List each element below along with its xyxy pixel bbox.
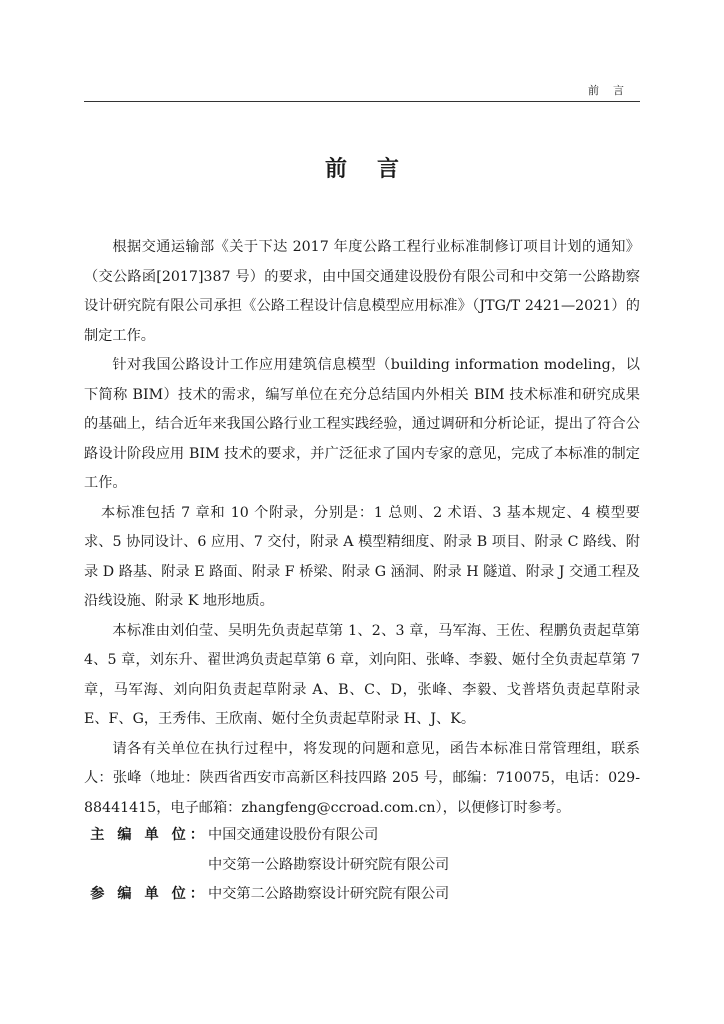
running-header: 前言 [588,84,638,97]
chief-editor-row [84,851,640,881]
paragraph-structure: 本标准包括 7 章和 10 个附录，分别是：1 总则、2 术语、3 基本规定、4 模型要求、5 协同设计、6 应用、7 交付，附录 A 模型精细度、附录 B 项目、附录 C 路线、附录 D 路基、附录 E 路面、附录 F 桥梁、附录 G 涵洞、附录 H 隧道、附录 J 交通工程及沿线设施、附录 K 地形地质。 [84,504,640,609]
chief-editor-unit: 中国交通建设股份有限公司 [208,827,379,843]
paragraph-background: 根据交通运输部《关于下达 2017 年度公路工程行业标准制修订项目计划的通知》（交公路函[2017]387 号）的要求，由中国交通建设股份有限公司和中交第一公路勘察设计研究院有限公司承担《公路工程设计信息模型应用标准》（JTG/T 2421—2021）的制定工作。 [84,239,640,344]
editor-units [84,821,640,910]
chief-editor-row [84,821,640,851]
co-editor-unit: 中交第二公路勘察设计研究院有限公司 [208,886,450,902]
body-text [84,233,640,823]
paragraph-purpose: 针对我国公路设计工作应用建筑信息模型（building information modeling，以下简称 BIM）技术的需求，编写单位在充分总结国内外相关 BIM 技术标准和研究成果的基础上，结合近年来我国公路行业工程实践经验，通过调研和分析论证，提出了符合公路设计阶段应用 BIM 技术的要求，并广泛征求了国内专家的意见，完成了本标准的制定工作。 [84,357,640,491]
paragraph-drafters: 本标准由刘伯莹、吴明先负责起草第 1、2、3 章，马军海、王佐、程鹏负责起草第 4、5 章，刘东升、翟世鸿负责起草第 6 章，刘向阳、张峰、李毅、姬付全负责起草第 7 章，马军海、刘向阳负责起草附录 A、B、C、D，张峰、李毅、戈普塔负责起草附录 E、F、G，王秀伟、王欣南、姬付全负责起草附录 H、J、K。 [84,622,640,727]
chief-editor-unit: 中交第一公路勘察设计研究院有限公司 [208,856,450,873]
header-rule [84,101,640,102]
paragraph-contact: 请各有关单位在执行过程中，将发现的问题和意见，函告本标准日常管理组，联系人：张峰（地址：陕西省西安市高新区科技四路 205 号，邮编：710075，电话：029-88441415，电子邮箱：zhangfeng@ccroad.com.cn），以便修订时参考。 [84,740,640,816]
page-title: 前言 [324,157,429,182]
chief-editor-label: 主 编 单 位： [90,827,208,843]
co-editor-label: 参 编 单 位： [90,886,208,902]
co-editor-row [84,880,640,910]
